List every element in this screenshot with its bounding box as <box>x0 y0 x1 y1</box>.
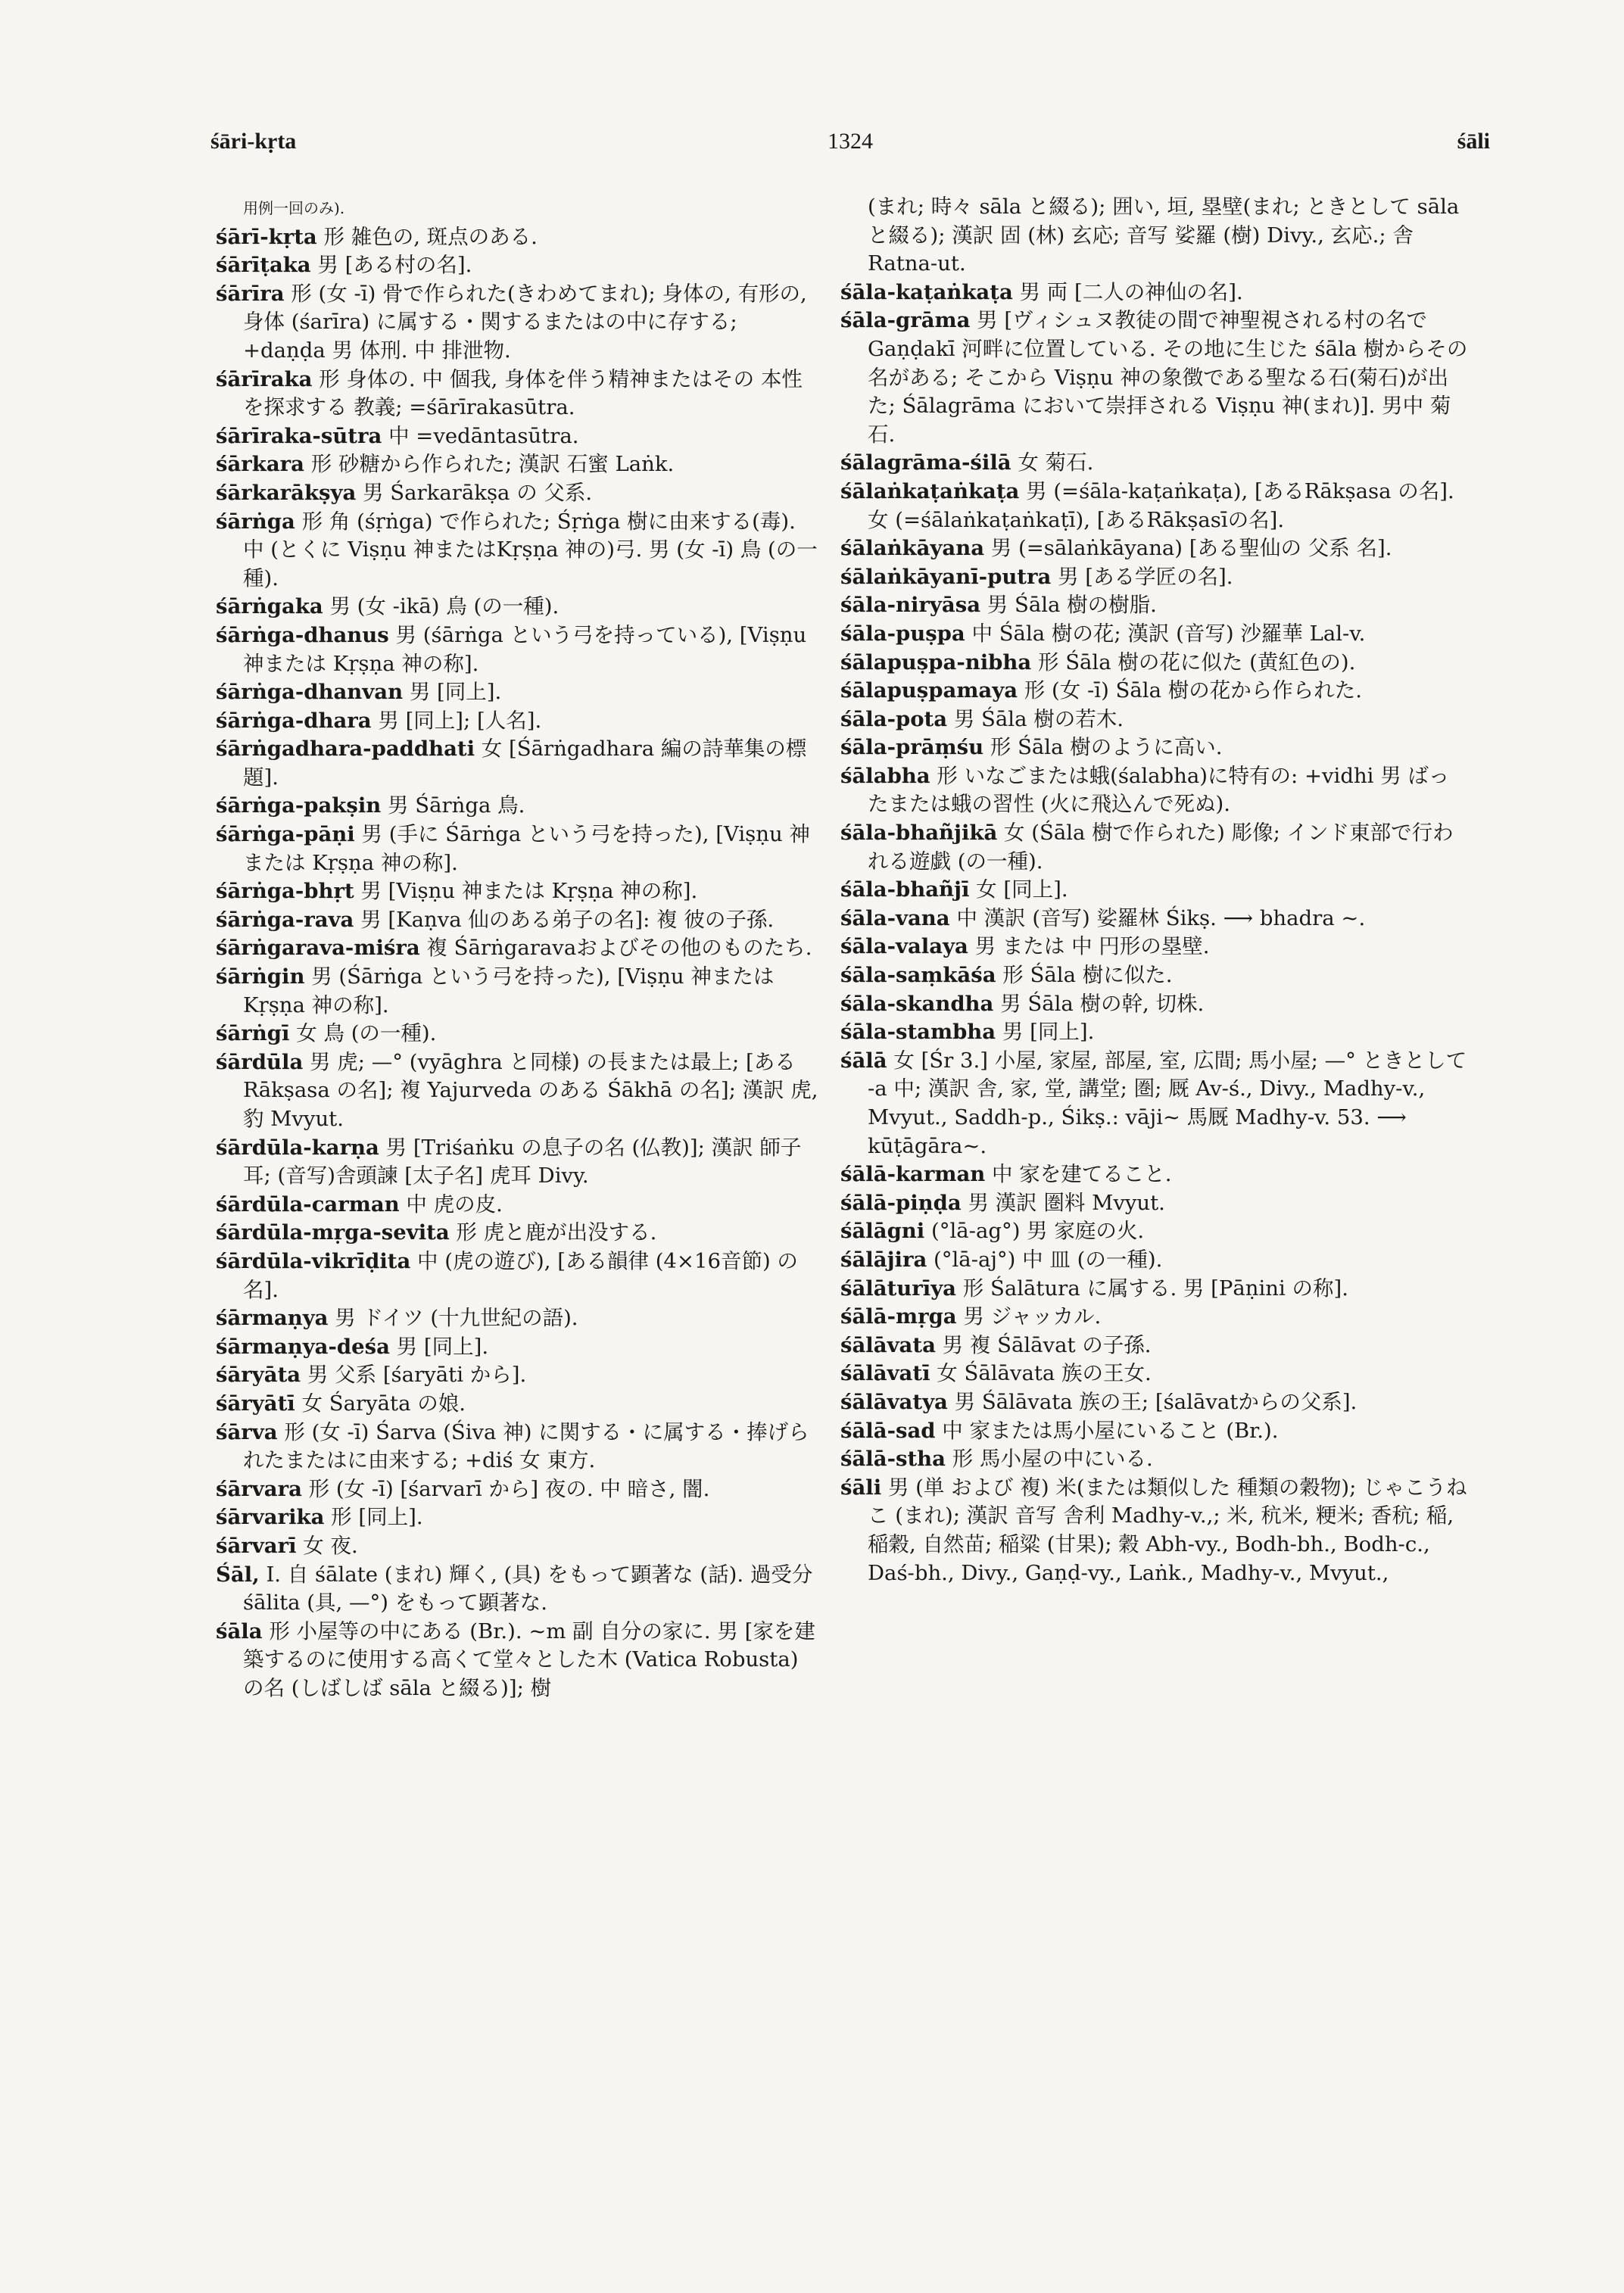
dictionary-entry <box>840 534 1469 563</box>
entry-headword: śālaṅkaṭaṅkaṭa <box>840 478 1020 503</box>
entry-headword: śārṅgadhara-paddhati <box>216 737 475 762</box>
entry-definition: 男 (Śārṅga という弓を持った), [Viṣṇu 神または Kṛṣṇa 神の称]. <box>243 964 775 1017</box>
dictionary-entry <box>216 1020 821 1048</box>
dictionary-entry <box>840 1303 1469 1332</box>
entry-definition: 男 漢訳 圏料 Mvyut. <box>961 1190 1165 1215</box>
entry-definition: 女 菊石. <box>1011 450 1094 475</box>
dictionary-entry <box>216 280 821 366</box>
entry-definition: 男 両 [二人の神仙の名]. <box>1012 279 1243 304</box>
dictionary-entry <box>840 563 1469 592</box>
dictionary-entry <box>840 990 1469 1019</box>
entry-headword: śāryātī <box>216 1391 295 1416</box>
dictionary-entry <box>840 734 1469 762</box>
dictionary-entry <box>216 1532 821 1561</box>
entry-definition: 男 [同上]. <box>996 1020 1095 1045</box>
dictionary-entry <box>216 821 821 877</box>
entry-definition: 中 (虎の遊び), [ある韻律 (4×16音節) の名]. <box>243 1248 798 1302</box>
running-head-left: śāri-kṛta <box>210 129 297 154</box>
dictionary-entry <box>216 450 821 479</box>
entry-headword: śāla-pota <box>840 706 948 731</box>
entry-definition: 形 (女 -ī) Śāla 樹の花から作られた. <box>1018 678 1362 703</box>
entry-headword: śārmaṇya <box>216 1306 329 1331</box>
entry-definition: 男 [Viṣṇu 神または Kṛṣṇa 神の称]. <box>354 879 698 904</box>
entry-definition: 中 虎の皮. <box>399 1192 503 1217</box>
entry-headword: śāla-skandha <box>840 991 994 1016</box>
entry-headword: śārṅgī <box>216 1021 290 1046</box>
entry-headword: śālā-mṛga <box>840 1304 957 1329</box>
entry-definition: 形 (女 -ī) Śarva (Śiva 神) に関する・に属する・捧げられたまたはに由来する; +diś 女 東方. <box>243 1419 809 1473</box>
entry-definition: 女 [Śārṅgadhara 編の詩華集の標題]. <box>243 737 807 790</box>
entry-definition: 複 Śārṅgaravaおよびその他のものたち. <box>419 936 812 961</box>
entry-definition: 用例一回のみ). <box>243 199 345 217</box>
right-column <box>840 193 1469 1587</box>
entry-definition: 男 Śārṅga 鳥. <box>381 793 525 818</box>
entry-definition: 中 漢訳 (音写) 娑羅林 Śikṣ. ⟶ bhadra ~. <box>949 905 1366 930</box>
entry-definition: 男 [Kaṇva 仙のある弟子の名]: 複 彼の子孫. <box>354 907 775 932</box>
entry-headword: śāla-vana <box>840 905 950 930</box>
dictionary-entry <box>840 762 1469 819</box>
entry-definition: 女 夜. <box>296 1533 358 1558</box>
page-header <box>210 129 1490 167</box>
entry-definition: 男 ジャッカル. <box>956 1304 1102 1329</box>
dictionary-entry <box>840 449 1469 478</box>
entry-headword: śārvarika <box>216 1505 325 1530</box>
left-column <box>216 193 821 1703</box>
entry-definition: 女 Śaryāta の娘. <box>295 1391 466 1416</box>
entry-definition: 形 虎と鹿が出没する. <box>449 1220 657 1245</box>
dictionary-entry <box>840 1360 1469 1388</box>
dictionary-entry <box>216 1503 821 1532</box>
dictionary-entry <box>216 1134 821 1191</box>
entry-headword: śālāgni <box>840 1219 925 1244</box>
running-head-right: śāli <box>1457 129 1490 154</box>
entry-headword: śārīra <box>216 281 285 306</box>
dictionary-entry <box>216 963 821 1020</box>
entry-definition: 女 Śālāvata 族の王女. <box>930 1361 1152 1386</box>
dictionary-entry <box>840 1445 1469 1474</box>
entry-definition: 男 (女 -ikā) 鳥 (の一種). <box>323 594 560 619</box>
entry-headword: śāla-valaya <box>840 934 968 959</box>
entry-definition: 男 複 Śālāvat の子孫. <box>935 1332 1152 1357</box>
dictionary-entry <box>216 508 821 594</box>
entry-headword: śālāvatī <box>840 1361 930 1386</box>
entry-definition: 男 (単 および 複) 米(または類似した 種類の穀物); じゃこうねこ (まれ); 漢訳 音写 舎利 Madhy-v.,; 米, 秔米, 粳米; 香秔; 稲, 稲穀, 自然苗; 稲粱 (甘果); 穀 Abh-vy., Bodh-bh., Bodh-c., Daś-bh., Divy., Gaṇḍ-vy., Laṅk., Madhy-v., Mvyut., <box>868 1475 1467 1585</box>
entry-headword: śāla-stambha <box>840 1020 996 1045</box>
entry-headword: śāla-bhañjī <box>840 877 970 902</box>
entry-definition: 男 Śarkarākṣa の 父系. <box>356 480 593 505</box>
entry-headword: śālapuṣpa-nibha <box>840 650 1032 675</box>
entry-definition: 男 Śāla 樹の若木. <box>947 706 1124 731</box>
entry-definition: 男 ドイツ (十九世紀の語). <box>328 1306 578 1331</box>
entry-headword: śāla-saṃkāśa <box>840 963 996 988</box>
entry-definition: 形 Śāla 樹のように高い. <box>983 735 1223 760</box>
entry-headword: śārdūla-mṛga-sevita <box>216 1220 450 1245</box>
entry-definition: 男 (=śāla-kaṭaṅkaṭa), [あるRākṣasa の名]. 女 (=śālaṅkaṭaṅkaṭī), [あるRākṣasīの名]. <box>868 478 1454 532</box>
dictionary-entry <box>840 478 1469 534</box>
dictionary-entry <box>216 1333 821 1362</box>
dictionary-entry <box>216 622 821 678</box>
dictionary-entry <box>840 1246 1469 1275</box>
dictionary-entry <box>216 479 821 508</box>
entry-definition: 形 馬小屋の中にいる. <box>945 1447 1153 1472</box>
entry-definition: 男 [ヴィシュヌ教徒の間で神聖視される村の名で Gaṇḍakī 河畔に位置している. その地に生じた śāla 樹からその名がある; そこから Viṣṇu 神の象徴である聖なる石(菊石)が出た; Śālagrāma において崇拝される Viṣṇu 神(まれ)]. 男中 菊石. <box>868 308 1468 447</box>
entry-headword: śārṅgarava-miśra <box>216 936 420 961</box>
entry-headword: śālā-stha <box>840 1447 946 1472</box>
entry-headword: śārṅga-pāṇi <box>216 822 355 847</box>
entry-headword: śārva <box>216 1419 278 1444</box>
dictionary-entry <box>216 1390 821 1419</box>
entry-headword: śālaṅkāyana <box>840 536 985 561</box>
dictionary-entry <box>216 593 821 622</box>
dictionary-entry <box>840 1018 1469 1047</box>
dictionary-entry <box>216 251 821 280</box>
entry-definition: 中 家または馬小屋にいること (Br.). <box>935 1418 1279 1443</box>
entry-definition: 形 Śāla 樹の花に似た (黄紅色の). <box>1031 650 1356 675</box>
dictionary-entry <box>840 307 1469 449</box>
entry-headword: śāla-prāṃśu <box>840 735 984 760</box>
entry-headword: śālagrāma-śilā <box>840 450 1011 475</box>
entry-headword: śālaṅkāyanī-putra <box>840 564 1052 589</box>
entry-headword: śārdūla-carman <box>216 1192 400 1217</box>
entry-definition: 男 [ある村の名]. <box>310 253 472 278</box>
dictionary-entry <box>216 223 821 252</box>
entry-headword: śāla-grāma <box>840 308 971 333</box>
entry-headword: śālā-sad <box>840 1418 936 1443</box>
entry-headword: śāli <box>840 1475 882 1500</box>
entry-headword: śārṅga-rava <box>216 907 354 932</box>
entry-definition: 男 [同上]. <box>389 1334 489 1359</box>
entry-definition: 男 [ある学匠の名]. <box>1051 564 1233 589</box>
dictionary-entry <box>216 1248 821 1304</box>
entry-definition: (°lā-ag°) 男 家庭の火. <box>924 1219 1145 1244</box>
dictionary-entry <box>840 620 1469 649</box>
entry-headword: śārṅga-dhanus <box>216 622 389 647</box>
entry-headword: śārṅgin <box>216 964 305 989</box>
dictionary-entry <box>840 1047 1469 1161</box>
entry-definition: 形 身体の. 中 個我, 身体を伴う精神またはその 本性を探求する 教義; =śārīrakasūtra. <box>243 366 803 420</box>
entry-definition: 男 (śārṅga という弓を持っている), [Viṣṇu 神または Kṛṣṇa 神の称]. <box>243 622 807 676</box>
dictionary-entry <box>840 1417 1469 1446</box>
entry-definition: (°lā-aj°) 中 皿 (の一種). <box>927 1247 1163 1272</box>
dictionary-entry <box>840 193 1469 279</box>
dictionary-entry <box>216 1561 821 1618</box>
entry-definition: 男 (=sālaṅkāyana) [ある聖仙の 父系 名]. <box>984 536 1392 561</box>
entry-headword: śāla <box>216 1618 263 1643</box>
entry-headword: śārkarākṣya <box>216 480 357 505</box>
entry-definition: 男 父系 [śaryāti から]. <box>301 1363 527 1388</box>
entry-headword: śāla-niryāsa <box>840 593 981 618</box>
entry-headword: śārmaṇya-deśa <box>216 1334 390 1359</box>
dictionary-entry <box>840 649 1469 678</box>
entry-definition: 形 (女 -ī) [śarvarī から] 夜の. 中 暗さ, 闇. <box>301 1476 710 1501</box>
entry-headword: śārdūla <box>216 1049 304 1074</box>
entry-definition: 形 [同上]. <box>324 1505 423 1530</box>
entry-headword: śārvarī <box>216 1533 297 1558</box>
entry-definition: 男 Śāla 樹の樹脂. <box>980 593 1157 618</box>
entry-headword: śālabha <box>840 763 930 788</box>
entry-headword: śālājira <box>840 1247 927 1272</box>
entry-headword: śārṅga-bhṛt <box>216 879 354 904</box>
entry-definition: 形 雑色の, 斑点のある. <box>316 224 538 249</box>
dictionary-entry <box>216 422 821 451</box>
dictionary-entry <box>840 933 1469 961</box>
dictionary-entry <box>840 706 1469 734</box>
entry-headword: śārīraka-sūtra <box>216 423 382 448</box>
entry-definition: 女 [同上]. <box>969 877 1068 902</box>
entry-headword: śālā-karman <box>840 1162 986 1187</box>
dictionary-entry <box>216 1475 821 1504</box>
entry-headword: śālāvata <box>840 1332 936 1357</box>
dictionary-entry <box>840 1332 1469 1360</box>
dictionary-entry <box>216 934 821 963</box>
entry-headword: śārvara <box>216 1476 302 1501</box>
entry-definition: 形 Śalātura に属する. 男 [Pāṇini の称]. <box>956 1276 1349 1301</box>
entry-definition: 形 角 (śṛṅga) で作られた; Śṛṅga 樹に由来する(毒). 中 (とくに Viṣṇu 神またはKṛṣṇa 神の)弓. 男 (女 -ī) 鳥 (の一種). <box>243 509 818 590</box>
dictionary-entry <box>840 819 1469 876</box>
entry-definition: 男 Śāla 樹の幹, 切株. <box>993 991 1205 1016</box>
dictionary-entry <box>840 961 1469 990</box>
entry-headword: śārdūla-karṇa <box>216 1135 379 1160</box>
entry-headword: śālapuṣpamaya <box>840 678 1018 703</box>
dictionary-entry <box>216 707 821 736</box>
dictionary-entry <box>216 735 821 792</box>
entry-definition: 中 家を建てること. <box>985 1162 1172 1187</box>
entry-definition: 男 [Triśaṅku の息子の名 (仏教)]; 漢訳 師子耳; (音写)舎頭諫 [太子名] 虎耳 Divy. <box>243 1135 802 1189</box>
entry-definition: 女 (Śāla 樹で作られた) 彫像; インド東部で行われる遊戯 (の一種). <box>868 821 1454 874</box>
entry-definition: 形 砂糖から作られた; 漢訳 石蜜 Laṅk. <box>304 452 675 477</box>
entry-headword: śārṅga <box>216 509 295 534</box>
entry-headword: śālā-piṇḍa <box>840 1190 962 1215</box>
dictionary-entry <box>840 905 1469 933</box>
entry-headword: śāryāta <box>216 1363 301 1388</box>
dictionary-entry <box>216 906 821 935</box>
entry-headword: śāla-kaṭaṅkaṭa <box>840 279 1013 304</box>
entry-headword: śālā <box>840 1048 887 1073</box>
entry-headword: śārdūla-vikrīḍita <box>216 1248 411 1273</box>
entry-definition: 男 虎; —° (vyāghra と同様) の長または最上; [ある Rākṣasa の名]; 複 Yajurveda のある Śākhā の名]; 漢訳 虎, 豹 Mvyut. <box>243 1049 818 1131</box>
dictionary-entry <box>840 1161 1469 1189</box>
dictionary-entry <box>216 1304 821 1333</box>
entry-headword: śāla-bhañjikā <box>840 821 998 846</box>
dictionary-entry <box>216 792 821 821</box>
entry-headword: śārīṭaka <box>216 253 311 278</box>
entry-definition: 男 [同上]; [人名]. <box>371 708 542 733</box>
entry-headword: śārṅga-pakṣin <box>216 793 382 818</box>
dictionary-entry <box>216 1048 821 1134</box>
entry-definition: 男 (手に Śārṅga という弓を持った), [Viṣṇu 神または Kṛṣṇa 神の称]. <box>243 822 810 875</box>
dictionary-entry <box>840 591 1469 620</box>
entry-headword: śālāvatya <box>840 1389 948 1414</box>
entry-headword: śārīraka <box>216 366 313 391</box>
dictionary-entry <box>840 1217 1469 1246</box>
entry-definition: 中 Śāla 樹の花; 漢訳 (音写) 沙羅華 Lal-v. <box>965 621 1366 646</box>
dictionary-entry <box>840 279 1469 307</box>
entry-definition: 男 [同上]. <box>403 680 502 705</box>
entry-headword: śārkara <box>216 452 304 477</box>
entry-definition: 形 Śāla 樹に似た. <box>996 963 1173 988</box>
dictionary-entry <box>840 876 1469 905</box>
dictionary-entry <box>840 1275 1469 1304</box>
dictionary-entry <box>840 1474 1469 1587</box>
entry-headword: śārṅgaka <box>216 594 323 619</box>
entry-headword: Śāl, <box>216 1562 260 1587</box>
entry-definition: 女 [Śr 3.] 小屋, 家屋, 部屋, 室, 広間; 馬小屋; —° ときとして -a 中; 漢訳 舎, 家, 堂, 講堂; 圏; 厩 Av-ś., Divy., Madhy-v., Mvyut., Saddh-p., Śikṣ.: vāji~ 馬厩 Madhy-v. 53. ⟶ kūṭāgāra~. <box>868 1048 1467 1158</box>
entry-definition: 女 鳥 (の一種). <box>289 1021 437 1046</box>
dictionary-entry <box>216 366 821 422</box>
dictionary-entry <box>216 1361 821 1390</box>
entry-headword: śālāturīya <box>840 1276 956 1301</box>
dictionary-entry <box>216 1191 821 1220</box>
page-number: 1324 <box>828 129 873 154</box>
dictionary-entry <box>216 877 821 906</box>
dictionary-entry <box>840 1189 1469 1218</box>
entry-definition: (まれ; 時々 sāla と綴る); 囲い, 垣, 塁壁(まれ; ときとして sāla と綴る); 漢訳 固 (林) 玄応; 音写 娑羅 (樹) Divy., 玄応.; 舎 Ratna-ut. <box>868 195 1460 276</box>
entry-headword: śāla-puṣpa <box>840 621 965 646</box>
entry-headword: śārī-kṛta <box>216 224 317 249</box>
entry-definition: 中 =vedāntasūtra. <box>382 423 579 448</box>
entry-definition: 形 (女 -ī) 骨で作られた(きわめてまれ); 身体の, 有形の, 身体 (śarīra) に属する・関するまたはの中に存する; +daṇḍa 男 体刑. 中 排泄物. <box>243 281 807 363</box>
dictionary-entry <box>216 1219 821 1248</box>
dictionary-entry <box>216 1618 821 1703</box>
dictionary-entry <box>216 678 821 707</box>
entry-definition: 男 Śālāvata 族の王; [śalāvatからの父系]. <box>947 1389 1357 1414</box>
entry-definition: 形 いなごまたは蛾(śalabha)に特有の: +vidhi 男 ばったまたは蛾の習性 (火に飛込んで死ぬ). <box>868 763 1450 817</box>
entry-definition: 男 または 中 円形の塁壁. <box>968 934 1210 959</box>
entry-headword: śārṅga-dhara <box>216 708 372 733</box>
entry-definition: 形 小屋等の中にある (Br.). ~m 副 自分の家に. 男 [家を建築するのに使用する高くて堂々とした木 (Vatica Robusta) の名 (しばしば sāla と綴る)]; 樹 <box>243 1618 815 1700</box>
entry-headword: śārṅga-dhanvan <box>216 680 404 705</box>
dictionary-entry <box>840 1388 1469 1417</box>
dictionary-entry <box>216 1419 821 1475</box>
dictionary-entry <box>840 677 1469 706</box>
entry-definition: I. 自 śālate (まれ) 輝く, (具) をもって顕著な (話). 過受分 śālita (具, —°) をもって顕著な. <box>243 1562 813 1615</box>
dictionary-entry <box>216 193 821 223</box>
